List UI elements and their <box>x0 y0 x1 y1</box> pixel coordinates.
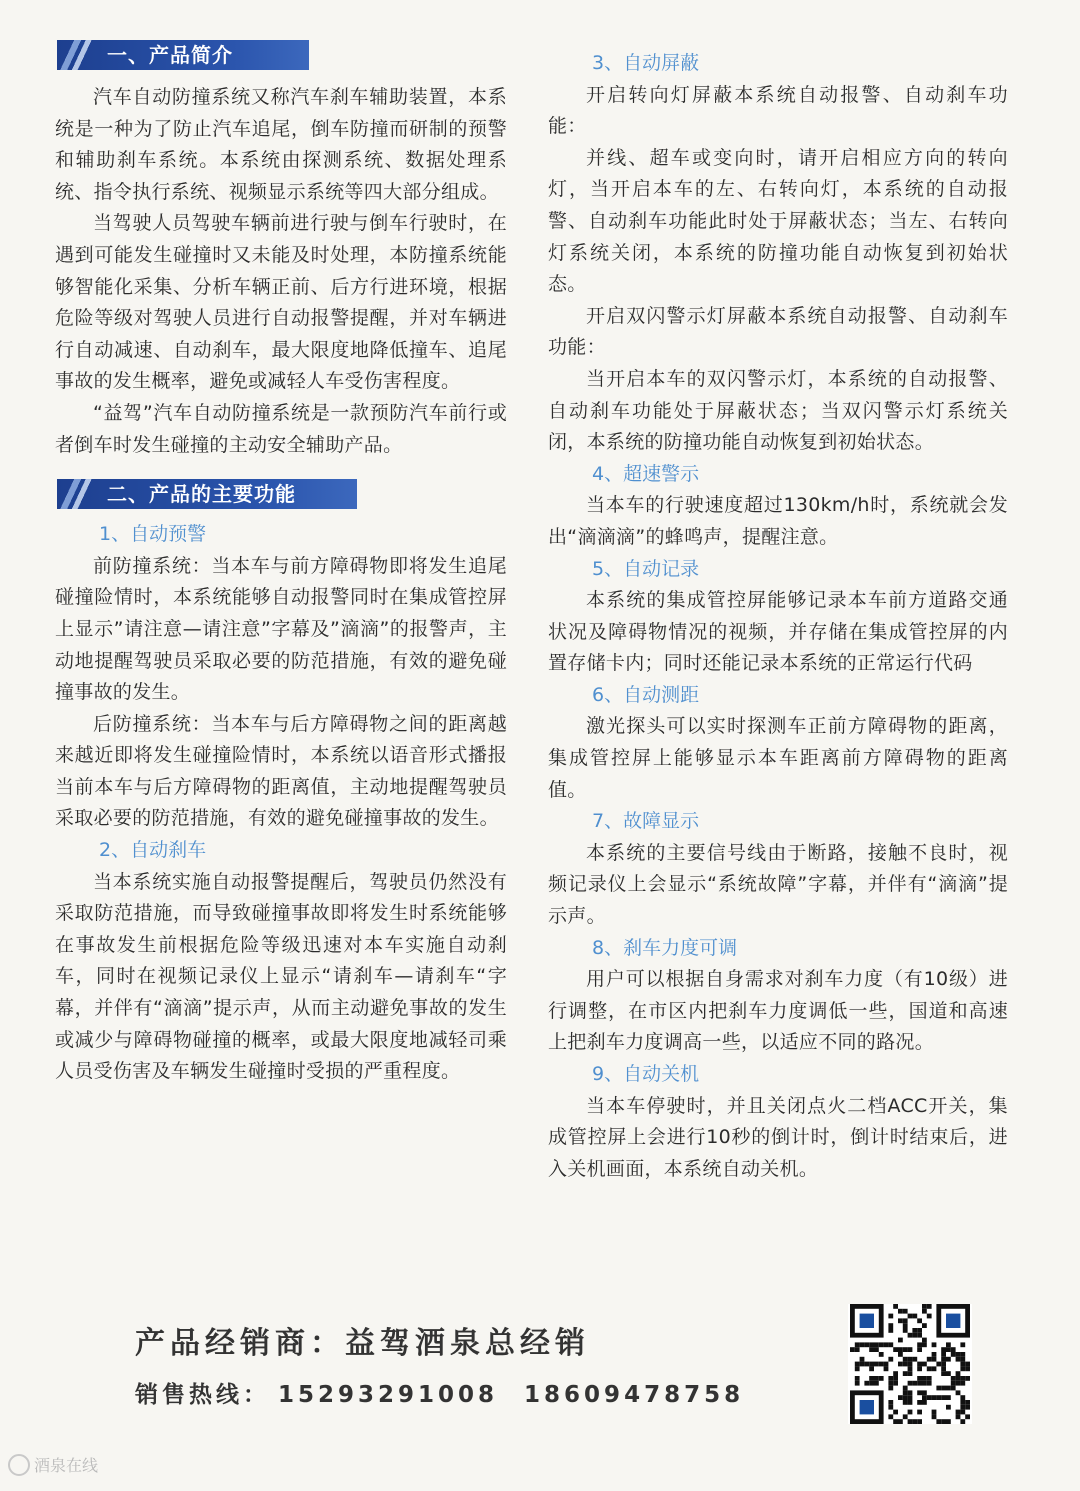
feature-paragraph-shield-4: 当开启本车的双闪警示灯，本系统的自动报警、自动刹车功能处于屏蔽状态；当双闪警示灯系统关闭，本系统的防撞功能自动恢复到初始状态。 <box>548 367 1008 454</box>
qr-code[interactable] <box>848 1304 972 1424</box>
feature-paragraph-record: 本系统的集成管控屏能够记录本车前方道路交通状况及障碍物情况的视频，并存储在集成管控屏的内置存储卡内；同时还能记录本系统的正常运行代码 <box>548 589 1008 675</box>
phone-number-1[interactable]: 15293291008 <box>278 1382 499 1408</box>
section-banner-functions: 二、产品的主要功能 <box>57 479 357 509</box>
hotline-label: 销售热线： <box>135 1382 270 1408</box>
watermark-logo-icon <box>8 1454 30 1476</box>
feature-title-brake-force: 8、刹车力度可调 <box>592 936 738 959</box>
intro-paragraph-1: 汽车自动防撞系统又称汽车刹车辅助装置，本系统是一种为了防止汽车追尾，倒车防撞而研制的预警和辅助刹车系统。本系统由探测系统、数据处理系统、指令执行系统、视频显示系统等四大部分组成。 <box>55 86 507 203</box>
feature-paragraph-front: 前防撞系统：当本车与前方障碍物即将发生追尾碰撞险情时，本系统能够自动报警同时在集成管控屏上显示”请注意—请注意”字幕及”滴滴”的报警声，主动地提醒驾驶员采取必要的防范措施，有效的避免碰撞事故的发生。 <box>55 554 507 704</box>
feature-paragraph-shield-3: 开启双闪警示灯屏蔽本系统自动报警、自动刹车功能： <box>548 304 1008 359</box>
feature-title-auto-record: 5、自动记录 <box>592 557 700 580</box>
qr-code-icon <box>848 1304 972 1424</box>
intro-paragraph-2: 当驾驶人员驾驶车辆前进行驶与倒车行驶时，在遇到可能发生碰撞时又未能及时处理，本防撞系统能够智能化采集、分析车辆正前、后方行进环境，根据危险等级对驾驶人员进行自动报警提醒，并对车辆进行自动减速、自动刹车，最大限度地降低撞车、追尾事故的发生概率，避免或减轻人车受伤害程度。 <box>55 212 507 393</box>
feature-paragraph-brake-force: 用户可以根据自身需求对刹车力度（有10级）进行调整，在市区内把刹车力度调低一些，国道和高速上把刹车力度调高一些，以适应不同的路况。 <box>548 968 1008 1054</box>
left-column <box>55 40 507 1088</box>
feature-paragraph-shield-1: 开启转向灯屏蔽本系统自动报警、自动刹车功能： <box>548 83 1008 138</box>
feature-paragraph-overspeed: 当本车的行驶速度超过130km/h时，系统就会发出“滴滴滴”的蜂鸣声，提醒注意。 <box>548 494 1008 548</box>
feature-paragraph-rear: 后防撞系统：当本车与后方障碍物之间的距离越来越近即将发生碰撞险情时，本系统以语音形式播报当前本车与后方障碍物的距离值，主动地提醒驾驶员采取必要的防范措施，有效的避免碰撞事故的发生。 <box>55 712 507 830</box>
feature-paragraph-range: 激光探头可以实时探测车正前方障碍物的距离，集成管控屏上能够显示本车距离前方障碍物的距离值。 <box>548 715 1008 801</box>
section-banner-intro: 一、产品简介 <box>57 40 309 70</box>
feature-paragraph-shield-2: 并线、超车或变向时，请开启相应方向的转向灯，当开启本车的左、右转向灯，本系统的自动报警、自动刹车功能此时处于屏蔽状态；当左、右转向灯系统关闭，本系统的防撞功能自动恢复到初始状态。 <box>548 146 1008 296</box>
right-column <box>548 48 1008 1185</box>
feature-title-auto-range: 6、自动测距 <box>592 683 700 706</box>
feature-title-auto-shield: 3、自动屏蔽 <box>592 52 700 74</box>
distributor-line: 产品经销商：益驾酒泉总经销 <box>135 1326 590 1361</box>
intro-paragraph-3: “益驾”汽车自动防撞系统是一款预防汽车前行或者倒车时发生碰撞的主动安全辅助产品。 <box>55 401 507 456</box>
feature-title-fault-display: 7、故障显示 <box>592 810 700 833</box>
watermark-text: 酒泉在线 <box>34 1456 99 1475</box>
feature-title-auto-shutdown: 9、自动关机 <box>592 1063 700 1085</box>
watermark <box>8 1453 98 1476</box>
feature-title-auto-brake: 2、自动刹车 <box>99 839 207 862</box>
feature-paragraph-fault: 本系统的主要信号线由于断路，接触不良时，视频记录仪上会显示“系统故障”字幕，并伴有“滴滴”提示声。 <box>548 841 1008 928</box>
hotline-line <box>135 1376 770 1409</box>
footer <box>135 1318 770 1409</box>
phone-number-2[interactable]: 18609478758 <box>524 1382 745 1408</box>
feature-title-overspeed: 4、超速警示 <box>592 462 700 485</box>
feature-paragraph-shutdown: 当本车停驶时，并且关闭点火二档ACC开关，集成管控屏上会进行10秒的倒计时，倒计时结束后，进入关机画面，本系统自动关机。 <box>548 1094 1008 1180</box>
feature-title-auto-warning: 1、自动预警 <box>99 523 207 546</box>
feature-paragraph-brake: 当本系统实施自动报警提醒后，驾驶员仍然没有采取防范措施，而导致碰撞事故即将发生时系统能够在事故发生前根据危险等级迅速对本车实施自动刹车，同时在视频记录仪上显示“请刹车—请刹车“字幕，并伴有“滴滴”提示声，从而主动避免事故的发生或减少与障碍物碰撞的概率，或最大限度地减轻司乘人员受伤害及车辆发生碰撞时受损的严重程度。 <box>55 870 507 1083</box>
